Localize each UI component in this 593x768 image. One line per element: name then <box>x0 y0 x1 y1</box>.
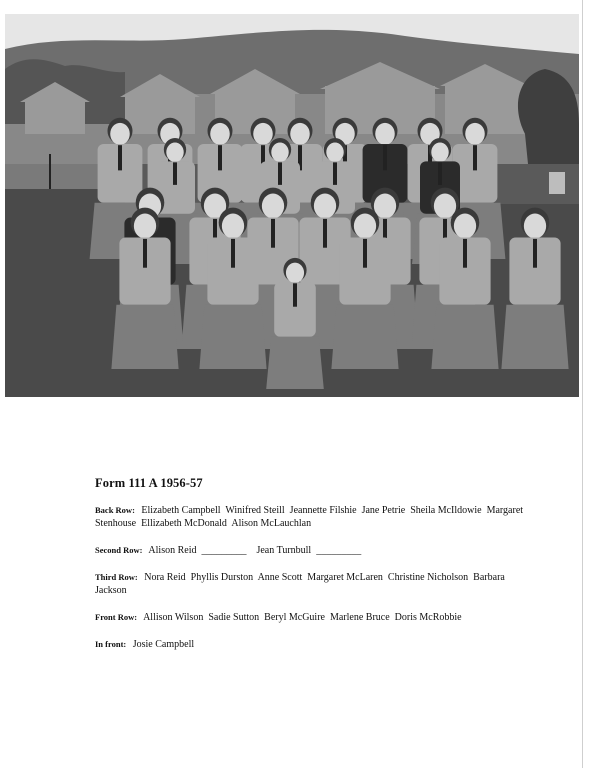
caption-row-front <box>95 611 535 624</box>
row-names: Allison Wilson Sadie Sutton Beryl McGuire Marlene Bruce Doris McRobbie <box>143 612 462 623</box>
class-photo <box>5 14 579 397</box>
page-edge-line <box>582 0 583 768</box>
photo-caption <box>95 476 535 665</box>
caption-title: Form 111 A 1956-57 <box>95 476 203 490</box>
row-label: In front: <box>95 639 127 649</box>
row-names: Elizabeth Campbell Winifred Steill Jeannette Filshie Jane Petrie Sheila McIldowie Margaret Stenhouse Ellizabeth McDonald Alison McLauchlan <box>95 505 526 529</box>
group-of-pupils <box>90 118 569 389</box>
caption-row-second <box>95 544 535 557</box>
row-names: Alison Reid _________ Jean Turnbull _________ <box>148 545 362 556</box>
row-names: Josie Campbell <box>132 639 195 650</box>
caption-row-third <box>95 571 535 597</box>
caption-row-back <box>95 504 535 530</box>
row-label: Front Row: <box>95 612 138 622</box>
row-names: Nora Reid Phyllis Durston Anne Scott Margaret McLaren Christine Nicholson Barbara Jackson <box>95 572 508 596</box>
caption-row-in-front <box>95 638 535 651</box>
row-label: Back Row: <box>95 505 135 515</box>
bin <box>549 172 565 194</box>
row-label: Second Row: <box>95 545 143 555</box>
row-label: Third Row: <box>95 572 138 582</box>
